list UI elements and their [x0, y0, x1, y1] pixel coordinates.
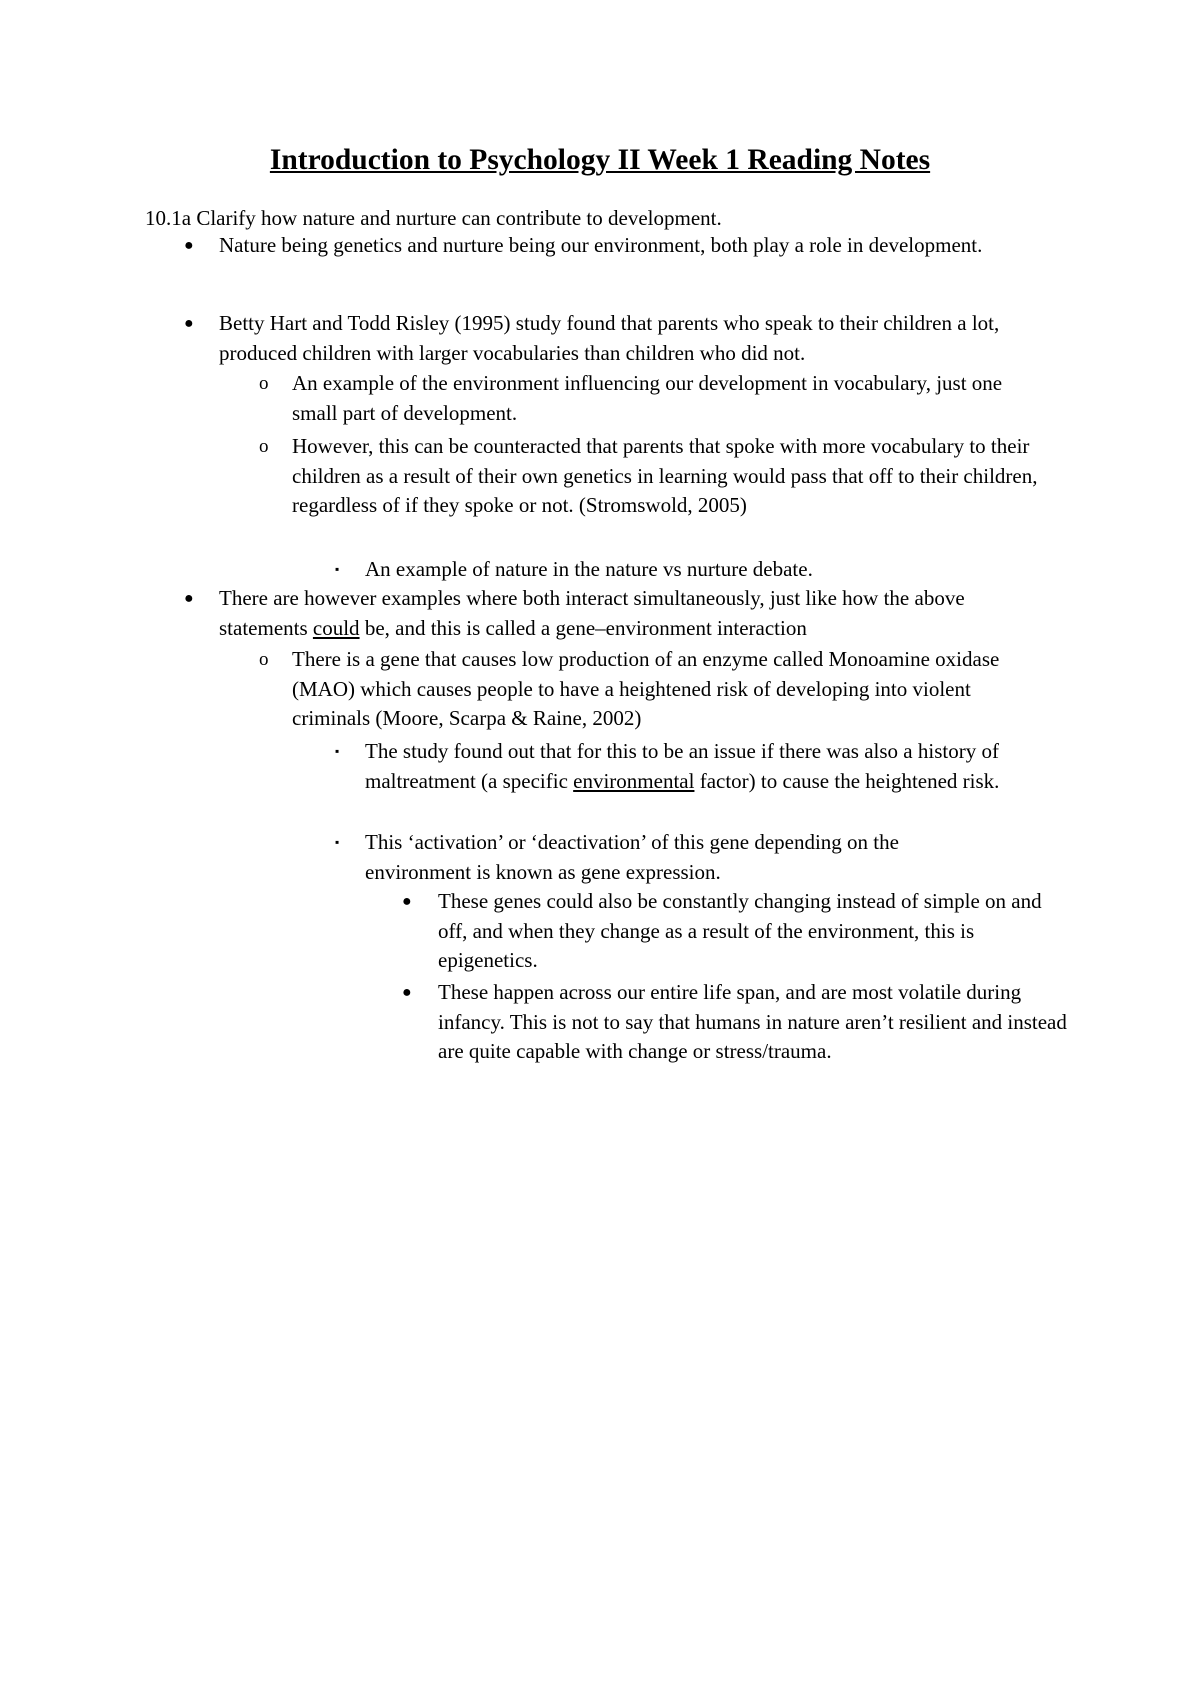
- list-item-text: This ‘activation’ or ‘deactivation’ of this gene depending on the environment is known as gene expression.: [365, 830, 899, 884]
- list-item: [335, 555, 1065, 585]
- list-item: [402, 887, 1058, 976]
- list-item-text: However, this can be counteracted that parents that spoke with more vocabulary to their children as a result of their own genetics in learning would pass that off to their children, regardless of if they spoke or not. (Stromswold, 2005): [292, 434, 1038, 518]
- learning-objective: 10.1a Clarify how nature and nurture can contribute to development.: [145, 206, 722, 230]
- circle-bullet-icon: o: [259, 436, 269, 457]
- bullet-icon: ●: [402, 893, 412, 910]
- list-item: [335, 828, 1005, 887]
- list-item-text-end: be, and this is called a gene–environment interaction: [359, 615, 807, 640]
- list-item: [184, 584, 1019, 643]
- square-bullet-icon: ▪: [335, 835, 340, 849]
- list-item-text: There is a gene that causes low production of an enzyme called Monoamine oxidase (MAO) which causes people to have a heightened risk of developing into violent criminals (Moore, Scarpa & Raine, 2002): [292, 647, 1000, 731]
- list-item: [259, 369, 1052, 428]
- square-bullet-icon: ▪: [335, 562, 340, 576]
- list-item-text: Nature being genetics and nurture being our environment, both play a role in development.: [219, 233, 983, 257]
- list-item: [259, 645, 1052, 734]
- bullet-icon: ●: [184, 315, 194, 332]
- list-item-text: These genes could also be constantly changing instead of simple on and off, and when they change as a result of the environment, this is epigenetics.: [438, 889, 1042, 973]
- list-item: [402, 978, 1068, 1067]
- list-item-text-start: There are however examples where both interact simultaneously, just like how the above statements: [219, 586, 965, 640]
- list-item-text-start: The study found out that for this to be an issue if there was also a history of maltreatment (a specific: [365, 739, 999, 793]
- circle-bullet-icon: o: [259, 649, 269, 670]
- bullet-icon: ●: [402, 984, 412, 1001]
- list-item-text: These happen across our entire life span, and are most volatile during infancy. This is not to say that humans in nature aren’t resilient and instead are quite capable with change or stress/trauma.: [438, 980, 1067, 1064]
- list-item: [335, 737, 1055, 796]
- circle-bullet-icon: o: [259, 373, 269, 394]
- list-item-text: An example of nature in the nature vs nurture debate.: [365, 557, 813, 581]
- document-title: Introduction to Psychology II Week 1 Reading Notes: [269, 144, 931, 176]
- list-item: [184, 231, 1019, 261]
- square-bullet-icon: ▪: [335, 744, 340, 758]
- underlined-word: could: [312, 615, 360, 640]
- bullet-icon: ●: [184, 237, 194, 254]
- underlined-word: environmental: [573, 768, 695, 793]
- list-item-text-end: factor) to cause the heightened risk.: [694, 768, 1000, 793]
- list-item: [184, 309, 1019, 368]
- list-item-text: Betty Hart and Todd Risley (1995) study found that parents who speak to their children a lot, produced children with larger vocabularies than children who did not.: [219, 311, 1000, 365]
- list-item-text: An example of the environment influencing our development in vocabulary, just one small part of development.: [292, 371, 1003, 425]
- bullet-icon: ●: [184, 590, 194, 607]
- list-item: [259, 432, 1072, 521]
